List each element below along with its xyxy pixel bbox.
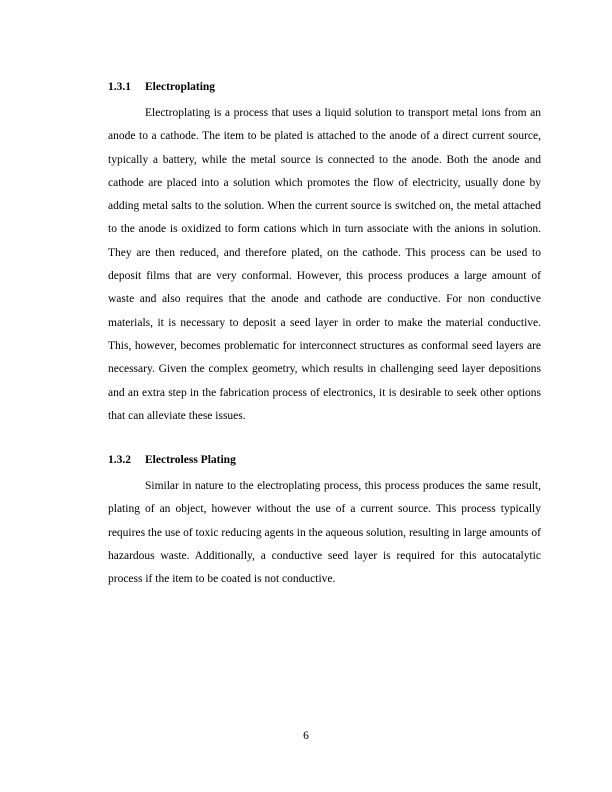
section-heading xyxy=(108,79,541,96)
section-electroplating xyxy=(108,79,541,428)
section-title: Electroplating xyxy=(145,81,216,93)
section-number: 1.3.2 xyxy=(108,454,131,467)
section-paragraph: Similar in nature to the electroplating process, this process produces the same result, plating of an object, however without the use of a current source. This process typically requires the use of toxic reducing agents in the aqueous solution, resulting in large amounts of hazardous waste. Additionally, a conductive seed layer is required for this autocatalytic process if the item to be coated is not conductive. xyxy=(108,480,541,586)
section-paragraph: Electroplating is a process that uses a liquid solution to transport metal ions from an anode to a cathode. The item to be plated is attached to the anode of a direct current source, typically a battery, while the metal source is connected to the anode. Both the anode and cathode are placed into a solution which promotes the flow of electricity, usually done by adding metal salts to the solution. When the current source is switched on, the metal attached to the anode is oxidized to form cations which in turn associate with the anions in solution. They are then reduced, and therefore plated, on the cathode. This process can be used to deposit films that are very conformal. However, this process produces a large amount of waste and also requires that the anode and cathode are conductive. For non conductive materials, it is necessary to deposit a seed layer in order to make the material conductive. This, however, becomes problematic for interconnect structures as conformal seed layers are necessary. Given the complex geometry, which results in challenging seed layer depositions and an extra step in the fabrication process of electronics, it is desirable to seek other options that can alleviate these issues. xyxy=(108,107,541,422)
page-content xyxy=(108,79,541,592)
section-title: Electroless Plating xyxy=(145,454,236,467)
section-number: 1.3.1 xyxy=(108,81,131,93)
section-spacer xyxy=(108,428,541,452)
section-heading xyxy=(108,452,541,469)
section-electroless-plating xyxy=(108,452,541,591)
page-number: 6 xyxy=(303,730,309,742)
